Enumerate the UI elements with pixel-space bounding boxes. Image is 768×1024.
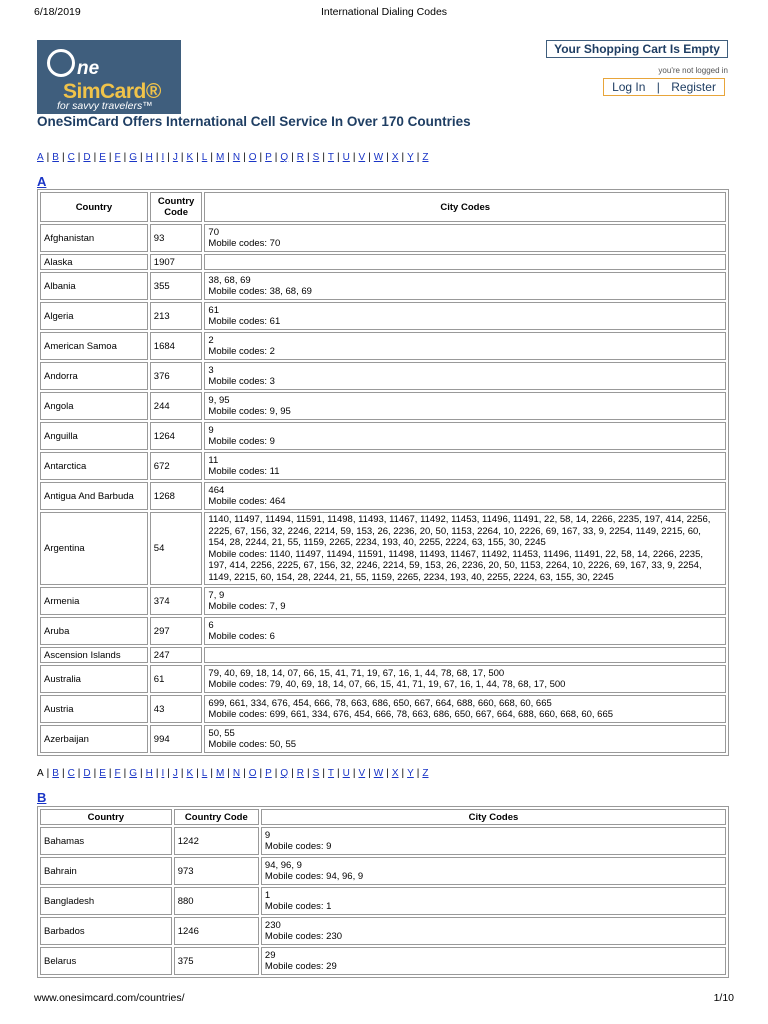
country-code-cell: 1246 [174,917,259,945]
table-row [40,272,726,300]
alpha-separator: | [337,768,340,779]
table-row [40,725,726,753]
country-cell: Bangladesh [40,887,172,915]
alpha-link-k[interactable]: K [186,768,194,779]
alpha-separator: | [291,152,294,163]
city-codes-line: Mobile codes: 1140, 11497, 11494, 11591, 11498, 11493, 11467, 11492, 11453, 11496, 11491, 22, 58, 14, 2266, 2235, [208,548,704,560]
country-cell: Antigua And Barbuda [40,482,148,510]
city-codes-line: 699, 661, 334, 676, 454, 666, 78, 663, 686, 650, 667, 664, 688, 660, 668, 60, 665 [208,697,552,709]
country-cell: Alaska [40,254,148,270]
city-codes-line: Mobile codes: 29 [264,961,337,972]
country-cell: Barbados [40,917,172,945]
city-codes-line: 1140, 11497, 11494, 11591, 11498, 11493, 11467, 11492, 11453, 11496, 11491, 22, 58, 14, 2266, 2235, 197, 414, 2256, [208,514,711,525]
country-cell: Australia [40,665,148,693]
table-row [40,362,726,390]
alpha-link-o[interactable]: O [248,152,257,163]
city-codes-line: 94, 96, 9 [264,859,302,871]
city-codes-line: 50, 55 [208,727,235,739]
alpha-separator: | [180,768,184,779]
city-codes-line: Mobile codes: 11 [208,466,280,477]
country-cell: Austria [40,695,148,723]
alpha-link-t[interactable]: T [327,768,335,779]
city-codes-cell [204,392,726,420]
country-cell: Anguilla [40,422,148,450]
login-link[interactable]: Log In [612,80,646,94]
alpha-separator: | [259,152,263,163]
alpha-link-g[interactable]: G [129,152,138,163]
table-row [40,512,726,585]
alpha-link-x[interactable]: X [391,152,399,163]
alpha-link-o[interactable]: O [248,768,257,779]
logo-simcard-text: SimCard® [63,80,161,103]
country-code-cell: 54 [150,512,203,585]
alpha-separator: | [93,152,97,163]
country-cell: Andorra [40,362,148,390]
city-codes-cell [204,362,726,390]
country-cell: Afghanistan [40,224,148,252]
alpha-separator: | [368,152,371,163]
city-codes-cell [204,254,726,270]
alpha-link-w[interactable]: W [373,152,384,163]
country-code-cell: 61 [150,665,203,693]
country-code-cell: 297 [150,617,203,645]
alpha-separator: | [291,768,294,779]
country-code-cell: 43 [150,695,203,723]
alpha-link-u[interactable]: U [342,768,350,779]
city-codes-line: 1 [264,889,271,901]
alpha-separator: | [352,152,356,163]
auth-separator: | [656,80,660,94]
country-cell: Armenia [40,587,148,615]
city-codes-cell [204,332,726,360]
city-codes-cell [204,422,726,450]
city-codes-cell [204,302,726,330]
table-row [40,887,726,915]
city-codes-line: Mobile codes: 70 [208,238,281,249]
page-headline: OneSimCard Offers International Cell Service In Over 170 Countries [37,114,471,129]
country-code-cell: 1264 [150,422,203,450]
city-codes-line: 2225, 67, 156, 32, 2246, 2214, 59, 153, 26, 2236, 20, 50, 1153, 2264, 10, 2226, 69, 167, 33, 9, 2254, 1149, 2215, 60, [208,525,701,537]
onesimcard-logo[interactable] [37,40,181,114]
alpha-separator: | [401,152,405,163]
city-codes-cell [261,887,726,915]
alphabet-nav-2 [37,768,429,779]
country-code-cell: 973 [174,857,259,885]
alpha-separator: | [196,768,199,779]
alpha-separator: | [307,768,310,779]
table-row [40,617,726,645]
city-codes-line: Mobile codes: 3 [208,376,275,387]
alpha-link-b[interactable]: B [52,768,59,779]
table-row [40,587,726,615]
header-row [40,809,726,825]
city-codes-line: Mobile codes: 699, 661, 334, 676, 454, 666, 78, 663, 686, 650, 667, 664, 688, 660, 668, 60, 665 [208,709,614,720]
alpha-separator: | [386,768,389,779]
alpha-link-q[interactable]: Q [280,152,289,163]
country-code-cell: 374 [150,587,203,615]
city-codes-line: 9 [208,424,214,436]
alpha-link-t[interactable]: T [327,152,335,163]
alpha-separator: | [140,768,143,779]
print-page-number: 1/10 [713,992,734,1004]
header-city-codes: City Codes [204,192,726,222]
city-codes-cell [204,665,726,693]
section-letter-b[interactable]: B [37,790,47,805]
alpha-separator: | [108,768,112,779]
city-codes-cell [261,857,726,885]
header-country-code: Country Code [174,809,259,825]
print-title: International Dialing Codes [320,6,448,18]
city-codes-line: 11 [208,454,219,466]
alpha-separator: | [210,152,213,163]
city-codes-line: 61 [208,304,219,316]
city-codes-line: Mobile codes: 9 [264,841,332,852]
alpha-separator: | [108,152,112,163]
alpha-link-d[interactable]: D [83,768,91,779]
city-codes-cell [261,827,726,855]
city-codes-line: Mobile codes: 61 [208,316,281,327]
print-url: www.onesimcard.com/countries/ [34,992,185,1004]
country-code-cell: 244 [150,392,203,420]
alpha-link-r[interactable]: R [296,152,305,163]
print-date: 6/18/2019 [34,6,81,18]
country-code-cell: 1907 [150,254,203,270]
country-code-cell: 93 [150,224,203,252]
alpha-separator: | [155,152,159,163]
alpha-separator: | [243,768,246,779]
table-row [40,665,726,693]
alpha-link-k[interactable]: K [186,152,194,163]
alpha-separator: | [337,152,340,163]
city-codes-line: 38, 68, 69 [208,274,251,286]
alpha-separator: | [77,152,81,163]
table-row [40,254,726,270]
city-codes-cell [204,647,726,663]
alpha-link-m[interactable]: M [215,768,225,779]
city-codes-line: Mobile codes: 2 [208,346,275,357]
alpha-link-v[interactable]: V [358,152,366,163]
table-row [40,647,726,663]
city-codes-line: 6 [208,619,214,631]
city-codes-line: 230 [264,919,281,931]
table-row [40,452,726,480]
city-codes-line: Mobile codes: 38, 68, 69 [208,286,312,297]
alpha-link-b[interactable]: B [52,152,59,163]
alpha-link-x[interactable]: X [391,768,399,779]
city-codes-cell [204,695,726,723]
section-letter-a[interactable]: A [37,174,47,189]
city-codes-cell [204,617,726,645]
alpha-separator: | [416,152,420,163]
alpha-link-a: A [37,768,44,779]
city-codes-cell [261,947,726,975]
alpha-separator: | [416,768,420,779]
country-code-cell: 375 [174,947,259,975]
alpha-separator: | [352,768,356,779]
alpha-link-d[interactable]: D [83,152,91,163]
alpha-separator: | [123,768,127,779]
alpha-separator: | [61,768,65,779]
country-code-cell: 1268 [150,482,203,510]
country-code-cell: 1684 [150,332,203,360]
city-codes-line: Mobile codes: 79, 40, 69, 18, 14, 07, 66, 15, 41, 71, 19, 67, 16, 1, 44, 78, 68, 17, 500 [208,679,566,690]
alphabet-nav [37,152,429,163]
alpha-separator: | [274,152,278,163]
header-city-codes: City Codes [261,809,726,825]
country-cell: Azerbaijan [40,725,148,753]
table-row [40,827,726,855]
auth-box [603,78,725,96]
city-codes-line: Mobile codes: 6 [208,631,275,642]
city-codes-cell [204,452,726,480]
alpha-link-c[interactable]: C [67,152,75,163]
table-row [40,947,726,975]
alpha-link-n[interactable]: N [232,768,241,779]
city-codes-line: 154, 28, 2244, 21, 55, 1159, 2265, 2234, 193, 40, 2255, 2224, 63, 155, 30, 2245 [208,537,546,548]
country-cell: Angola [40,392,148,420]
alpha-link-e[interactable]: E [99,152,106,163]
city-codes-line: 464 [208,484,225,496]
header-row [40,192,726,222]
city-codes-line: Mobile codes: 1 [264,901,332,912]
city-codes-line: Mobile codes: 94, 96, 9 [264,871,364,882]
city-codes-line: 197, 414, 2256, 2225, 67, 156, 32, 2246, 2214, 59, 153, 26, 2236, 20, 50, 1153, 2264, 10, 2226, 69, 167, 33, 9, 2254, [208,560,702,571]
city-codes-cell [204,725,726,753]
table-row [40,422,726,450]
alpha-link-f[interactable]: F [114,152,121,163]
alpha-link-s[interactable]: S [312,152,320,163]
country-cell: Antarctica [40,452,148,480]
alpha-link-m[interactable]: M [215,152,225,163]
country-cell: Albania [40,272,148,300]
alpha-separator: | [322,152,325,163]
city-codes-line: 29 [264,949,276,961]
alpha-link-g[interactable]: G [129,768,138,779]
city-codes-cell [204,587,726,615]
codes-table-b [37,806,729,978]
country-cell: Belarus [40,947,172,975]
table-row [40,695,726,723]
table-row [40,857,726,885]
alpha-separator: | [196,152,199,163]
country-code-cell: 1242 [174,827,259,855]
alpha-link-h[interactable]: H [145,768,153,779]
alpha-separator: | [307,152,310,163]
alpha-link-e[interactable]: E [99,768,106,779]
alpha-separator: | [322,768,325,779]
city-codes-line: 1149, 2215, 60, 154, 28, 2244, 21, 55, 1159, 2265, 2234, 193, 40, 2255, 2224, 63, 155, 30, 2245 [208,571,614,583]
country-code-cell: 376 [150,362,203,390]
city-codes-line: Mobile codes: 7, 9 [208,601,286,612]
city-codes-line: 2 [208,334,214,346]
city-codes-cell [204,272,726,300]
city-codes-cell [204,224,726,252]
city-codes-cell [204,512,726,585]
alpha-link-l[interactable]: L [201,768,208,779]
country-cell: Aruba [40,617,148,645]
city-codes-line: Mobile codes: 230 [264,931,343,942]
logo-circle-icon [47,49,75,77]
alpha-separator: | [243,152,246,163]
alpha-separator: | [46,768,50,779]
city-codes-cell [204,482,726,510]
alpha-separator: | [140,152,143,163]
city-codes-line: 9, 95 [208,394,230,406]
alpha-separator: | [167,152,170,163]
register-link[interactable]: Register [671,80,716,94]
country-code-cell: 672 [150,452,203,480]
table-row [40,392,726,420]
alpha-link-y[interactable]: Y [407,152,414,163]
alpha-separator: | [77,768,81,779]
city-codes-line: 79, 40, 69, 18, 14, 07, 66, 15, 41, 71, 19, 67, 16, 1, 44, 78, 68, 17, 500 [208,667,505,679]
alpha-link-l[interactable]: L [201,152,208,163]
country-cell: American Samoa [40,332,148,360]
table-row [40,302,726,330]
alpha-separator: | [46,152,50,163]
alpha-separator: | [123,152,127,163]
country-code-cell: 994 [150,725,203,753]
alpha-link-a[interactable]: A [37,152,44,163]
city-codes-line: Mobile codes: 9, 95 [208,406,291,417]
alpha-link-i[interactable]: I [161,768,165,779]
alpha-separator: | [227,768,230,779]
alpha-link-u[interactable]: U [342,152,350,163]
alpha-link-c[interactable]: C [67,768,75,779]
alpha-link-p[interactable]: P [265,152,272,163]
codes-table-a [37,189,729,756]
country-cell: Bahrain [40,857,172,885]
country-code-cell: 247 [150,647,203,663]
table-row [40,917,726,945]
alpha-link-q[interactable]: Q [280,768,289,779]
logo-tagline: for savvy travelers™ [57,100,153,112]
alpha-separator: | [93,768,97,779]
city-codes-line: Mobile codes: 464 [208,496,286,507]
alpha-link-w[interactable]: W [373,768,384,779]
city-codes-cell [261,917,726,945]
country-cell: Bahamas [40,827,172,855]
alpha-link-p[interactable]: P [265,768,272,779]
alpha-separator: | [386,152,389,163]
city-codes-line: Mobile codes: 9 [208,436,275,447]
alpha-link-i[interactable]: I [161,152,165,163]
alpha-link-n[interactable]: N [232,152,241,163]
country-code-cell: 880 [174,887,259,915]
country-cell: Argentina [40,512,148,585]
city-codes-line: 70 [208,226,219,238]
alpha-separator: | [210,768,213,779]
alpha-link-j[interactable]: J [172,768,178,779]
city-codes-line: 3 [208,364,214,376]
table-row [40,224,726,252]
alpha-separator: | [180,152,184,163]
login-status: you're not logged in [658,66,728,75]
alpha-separator: | [401,768,405,779]
logo-one-text: ne [77,58,100,79]
alpha-link-y[interactable]: Y [407,768,414,779]
city-codes-line: Mobile codes: 50, 55 [208,739,297,750]
country-code-cell: 213 [150,302,203,330]
header-country: Country [40,192,148,222]
alpha-link-s[interactable]: S [312,768,320,779]
alpha-link-f[interactable]: F [114,768,121,779]
alpha-separator: | [155,768,159,779]
alpha-link-j[interactable]: J [172,152,178,163]
alpha-link-r[interactable]: R [296,768,305,779]
city-codes-line: 9 [264,829,271,841]
alpha-separator: | [61,152,65,163]
country-code-cell: 355 [150,272,203,300]
country-cell: Ascension Islands [40,647,148,663]
table-row [40,332,726,360]
header-country-code: Country Code [150,192,203,222]
alpha-separator: | [274,768,278,779]
alpha-separator: | [259,768,263,779]
shopping-cart-button[interactable]: Your Shopping Cart Is Empty [546,40,728,58]
alpha-link-h[interactable]: H [145,152,153,163]
alpha-link-z[interactable]: Z [422,768,429,779]
alpha-link-v[interactable]: V [358,768,366,779]
alpha-separator: | [368,768,371,779]
header-country: Country [40,809,172,825]
table-row [40,482,726,510]
alpha-separator: | [167,768,170,779]
alpha-separator: | [227,152,230,163]
alpha-link-z[interactable]: Z [422,152,429,163]
print-header [0,0,768,22]
city-codes-line: 7, 9 [208,589,225,601]
country-cell: Algeria [40,302,148,330]
